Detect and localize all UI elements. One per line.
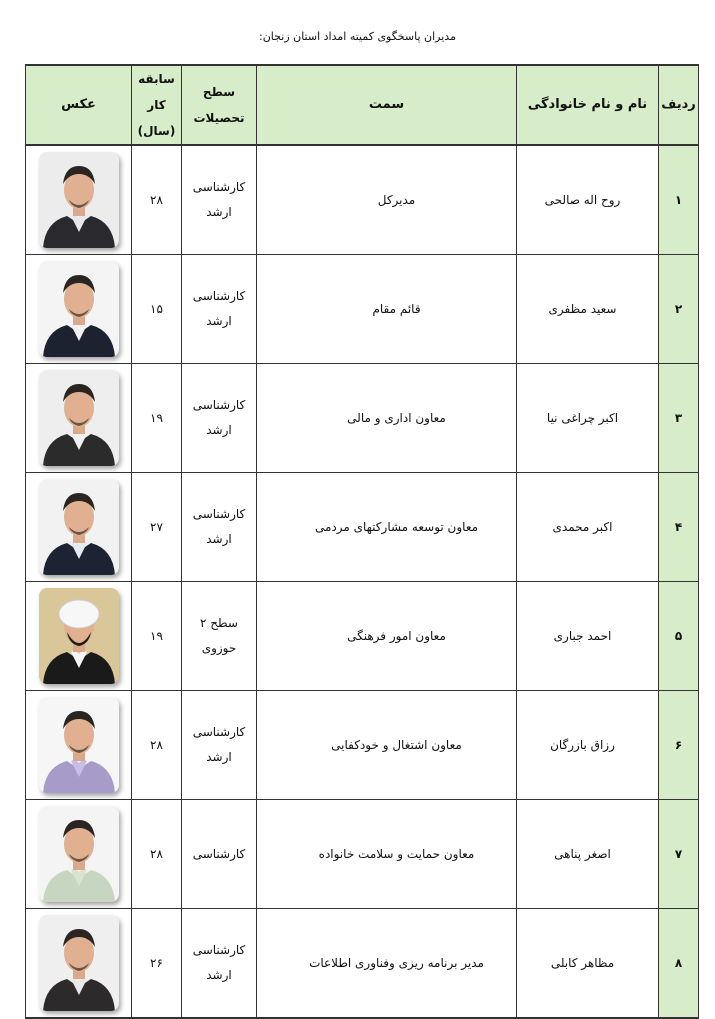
managers-table bbox=[25, 64, 699, 1019]
header-photo: عکس bbox=[26, 65, 132, 145]
table-row bbox=[26, 582, 699, 691]
row-photo bbox=[26, 145, 132, 255]
header-experience bbox=[132, 65, 182, 145]
row-experience: ۲۶ bbox=[132, 909, 182, 1019]
row-position: معاون حمایت و سلامت خانواده bbox=[257, 800, 517, 909]
row-education-line2: ارشد bbox=[206, 205, 232, 219]
row-education bbox=[182, 255, 257, 364]
header-name: نام و نام خانوادگی bbox=[517, 65, 659, 145]
row-education-line1: کارشناسی bbox=[192, 180, 246, 194]
row-education bbox=[182, 145, 257, 255]
table-row bbox=[26, 909, 699, 1019]
row-position: معاون امور فرهنگی bbox=[257, 582, 517, 691]
table-header-row bbox=[26, 65, 699, 145]
row-education-line2: ارشد bbox=[206, 532, 232, 546]
row-index: ۲ bbox=[659, 255, 699, 364]
row-experience: ۲۸ bbox=[132, 691, 182, 800]
table-row bbox=[26, 364, 699, 473]
row-position: معاون اشتغال و خودکفایی bbox=[257, 691, 517, 800]
person-photo-icon bbox=[39, 806, 119, 902]
row-position: قائم مقام bbox=[257, 255, 517, 364]
header-experience-line2: کار (سال) bbox=[137, 98, 176, 138]
row-photo bbox=[26, 255, 132, 364]
person-photo-icon bbox=[39, 915, 119, 1011]
row-experience: ۲۷ bbox=[132, 473, 182, 582]
row-education bbox=[182, 691, 257, 800]
header-index: ردیف bbox=[659, 65, 699, 145]
row-index: ۱ bbox=[659, 145, 699, 255]
row-education bbox=[182, 473, 257, 582]
header-education bbox=[182, 65, 257, 145]
table-row bbox=[26, 800, 699, 909]
row-education bbox=[182, 364, 257, 473]
row-photo bbox=[26, 473, 132, 582]
cleric-photo-icon bbox=[39, 588, 119, 684]
row-education-line1: سطح ۲ bbox=[200, 616, 238, 630]
header-education-line2: تحصیلات bbox=[193, 111, 245, 125]
header-education-line1: سطح bbox=[202, 85, 236, 99]
person-photo-icon bbox=[39, 370, 119, 466]
row-education-line1: کارشناسی bbox=[192, 289, 246, 303]
row-position: مدیر برنامه ریزی وفناوری اطلاعات bbox=[257, 909, 517, 1019]
row-name: رزاق بازرگان bbox=[517, 691, 659, 800]
row-index: ۶ bbox=[659, 691, 699, 800]
row-education-line1: کارشناسی bbox=[192, 507, 246, 521]
header-experience-line1: سابقه bbox=[138, 72, 175, 86]
row-experience: ۱۹ bbox=[132, 364, 182, 473]
row-photo bbox=[26, 691, 132, 800]
row-name: اصغر پناهی bbox=[517, 800, 659, 909]
row-education bbox=[182, 582, 257, 691]
person-photo-icon bbox=[39, 479, 119, 575]
row-name: روح اله صالحی bbox=[517, 145, 659, 255]
row-photo bbox=[26, 800, 132, 909]
row-education-line2: حوزوی bbox=[201, 641, 237, 655]
table-row bbox=[26, 145, 699, 255]
person-photo-icon bbox=[39, 261, 119, 357]
row-name: مظاهر کابلی bbox=[517, 909, 659, 1019]
row-name: سعید مظفری bbox=[517, 255, 659, 364]
row-name: اکبر چراغی نیا bbox=[517, 364, 659, 473]
row-education-line2: ارشد bbox=[206, 750, 232, 764]
row-education bbox=[182, 800, 257, 909]
row-index: ۷ bbox=[659, 800, 699, 909]
header-position: سمت bbox=[257, 65, 517, 145]
row-photo bbox=[26, 364, 132, 473]
row-education-line2: ارشد bbox=[206, 423, 232, 437]
row-education-line1: کارشناسی bbox=[192, 943, 246, 957]
table-row bbox=[26, 691, 699, 800]
row-position: مدیرکل bbox=[257, 145, 517, 255]
person-photo-icon bbox=[39, 697, 119, 793]
row-position: معاون توسعه مشارکتهای مردمی bbox=[257, 473, 517, 582]
row-index: ۸ bbox=[659, 909, 699, 1019]
row-photo bbox=[26, 582, 132, 691]
row-name: احمد جباری bbox=[517, 582, 659, 691]
row-experience: ۲۸ bbox=[132, 145, 182, 255]
table-row bbox=[26, 473, 699, 582]
row-index: ۴ bbox=[659, 473, 699, 582]
row-index: ۳ bbox=[659, 364, 699, 473]
row-experience: ۱۵ bbox=[132, 255, 182, 364]
row-education-line1: کارشناسی bbox=[192, 725, 246, 739]
row-photo bbox=[26, 909, 132, 1019]
row-experience: ۲۸ bbox=[132, 800, 182, 909]
table-row bbox=[26, 255, 699, 364]
row-education-line1: کارشناسی bbox=[192, 846, 246, 861]
row-education-line1: کارشناسی bbox=[192, 398, 246, 412]
row-education-line2: ارشد bbox=[206, 968, 232, 982]
row-position: معاون اداری و مالی bbox=[257, 364, 517, 473]
row-education bbox=[182, 909, 257, 1019]
row-experience: ۱۹ bbox=[132, 582, 182, 691]
row-education-line2: ارشد bbox=[206, 314, 232, 328]
person-photo-icon bbox=[39, 152, 119, 248]
table-body bbox=[26, 145, 699, 1018]
row-index: ۵ bbox=[659, 582, 699, 691]
row-name: اکبر محمدی bbox=[517, 473, 659, 582]
page-title: مدیران پاسخگوی کمیته امداد استان زنجان: bbox=[259, 30, 456, 43]
